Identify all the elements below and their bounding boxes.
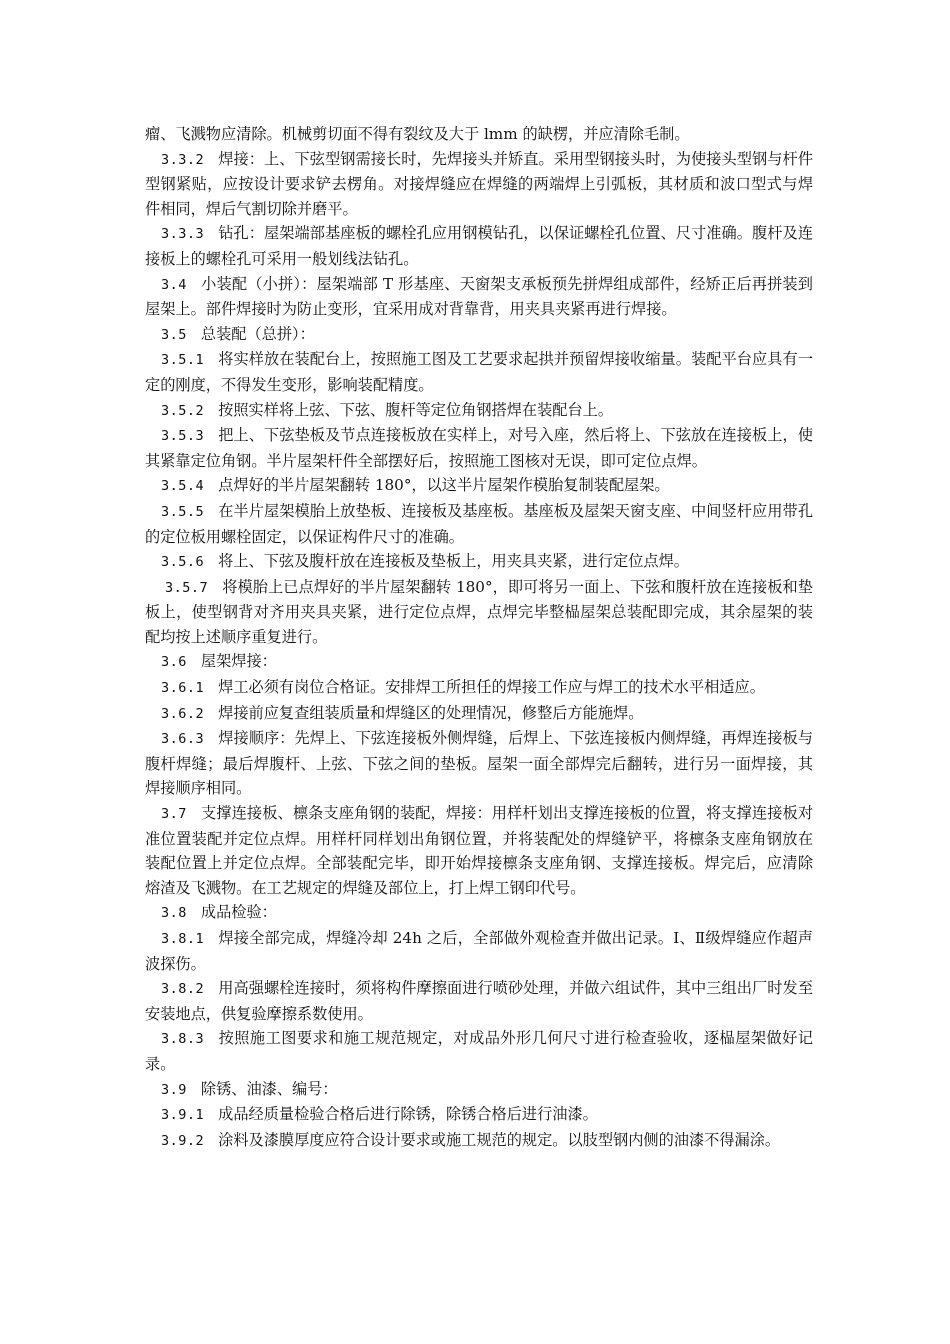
- paragraph-text: 涂料及漆膜厚度应符合设计要求或施工规范的规定。以肢型钢内侧的油漆不得漏涂。: [218, 1130, 781, 1149]
- paragraph-3-5-4: [145, 473, 813, 499]
- paragraph-text: 在半片屋架模胎上放垫板、连接板及基座板。基座板及屋架天窗支座、中间竖杆应用带孔的定位板用螺栓固定，以保证构件尺寸的准确。: [145, 501, 813, 546]
- section-number: 3.4: [161, 276, 187, 293]
- paragraph-text: 瘤、飞溅物应清除。机械剪切面不得有裂纹及大于 lmm 的缺楞，并应清除毛制。: [145, 125, 690, 143]
- section-number: 3.8.1: [161, 931, 205, 947]
- section-number: 3.5.4: [161, 478, 205, 495]
- section-number: 3.6: [161, 654, 187, 671]
- paragraph-text: 把上、下弦垫板及节点连接板放在实样上，对号入座，然后将上、下弦放在连接板上，使其紧靠定位角钢。半片屋架杆件全部摆好后，按照施工图核对无误，即可定位点焊。: [145, 426, 813, 470]
- paragraph-3-5-2: [145, 398, 813, 424]
- heading-3-5: [145, 322, 813, 348]
- heading-3-9: [145, 1077, 813, 1103]
- paragraph-3-5-6: [145, 549, 813, 575]
- paragraph-3-7: [145, 801, 813, 900]
- paragraph-text: 钻孔：屋架端部基座板的螺栓孔应用钢模钻孔，以保证螺栓孔位置、尺寸准确。腹杆及连接板上的螺栓孔可采用一般划线法钻孔。: [145, 224, 813, 268]
- section-heading: 除锈、油漆、编号：: [200, 1079, 338, 1098]
- section-number: 3.6.2: [161, 705, 205, 722]
- section-number: 3.8.2: [161, 981, 205, 998]
- paragraph-text: 按照施工图要求和施工规范规定，对成品外形几何尺寸进行检查验收，逐榀屋架做好记录。: [145, 1029, 813, 1073]
- section-number: 3.5.1: [161, 352, 205, 369]
- section-number: 3.5.7: [165, 579, 209, 596]
- paragraph-text: 焊工必须有岗位合格证。安排焊工所担任的焊接工作应与焊工的技术水平相适应。: [218, 678, 765, 697]
- paragraph-3-9-2: [145, 1128, 813, 1154]
- paragraph-text: 将模胎上已点焊好的半片屋架翻转 180°，即可将另一面上、下弦和腹杆放在连接板和垫板上，使型钢背对齐用夹具夹紧，进行定位点焊，点焊完毕整榀屋架总装配即完成，其余屋架的装配均按上述顺序重复进行。: [145, 577, 813, 646]
- section-number: 3.5: [161, 326, 187, 343]
- paragraph-3-8-1: [145, 926, 813, 976]
- section-number: 3.7: [161, 806, 187, 823]
- section-number: 3.6.1: [161, 680, 205, 697]
- paragraph-continuation: [145, 122, 813, 147]
- paragraph-3-5-7: [145, 575, 813, 650]
- paragraph-text: 小装配（小拼）：屋架端部 T 形基座、天窗架支承板预先拼焊组成部件，经矫正后再拼装到屋架上。部件焊接时为防止变形，宜采用成对背靠背，用夹具夹紧再进行焊接。: [145, 274, 813, 319]
- section-number: 3.9.2: [161, 1132, 205, 1149]
- section-number: 3.5.3: [161, 428, 205, 445]
- paragraph-text: 将上、下弦及腹杆放在连接板及垫板上，用夹具夹紧，进行定位点焊。: [218, 552, 689, 571]
- section-number: 3.8: [161, 905, 187, 922]
- paragraph-text: 焊接全部完成，焊缝冷却 24h 之后，全部做外观检查并做出记录。Ⅰ、Ⅱ级焊缝应作超声波探伤。: [145, 929, 813, 973]
- section-number: 3.6.3: [161, 731, 205, 748]
- section-heading: 成品检验：: [200, 903, 277, 922]
- section-number: 3.9: [161, 1081, 187, 1098]
- paragraph-3-8-3: [145, 1026, 813, 1076]
- section-number: 3.5.6: [161, 554, 205, 571]
- paragraph-3-6-3: [145, 726, 813, 801]
- section-number: 3.3.3: [161, 226, 205, 243]
- section-heading: 屋架焊接：: [200, 652, 277, 671]
- section-heading: 总装配（总拼）：: [200, 324, 315, 343]
- paragraph-3-3-2: [145, 147, 813, 222]
- heading-3-8: [145, 900, 813, 926]
- document-page: [145, 122, 813, 1153]
- heading-3-6: [145, 649, 813, 675]
- paragraph-text: 按照实样将上弦、下弦、腹杆等定位角钢搭焊在装配台上。: [218, 400, 614, 419]
- paragraph-3-6-2: [145, 701, 813, 727]
- paragraph-text: 用高强螺栓连接时，须将构件摩擦面进行喷砂处理，并做六组试件，其中三组出厂时发至安装地点，供复验摩擦系数使用。: [145, 979, 813, 1023]
- paragraph-text: 焊接前应复查组装质量和焊缝区的处理情况，修整后方能施焊。: [218, 703, 644, 722]
- paragraph-3-5-5: [145, 499, 813, 549]
- paragraph-3-3-3: [145, 221, 813, 271]
- section-number: 3.3.2: [161, 151, 205, 168]
- paragraph-3-8-2: [145, 976, 813, 1026]
- paragraph-text: 焊接：上、下弦型钢需接长时，先焊接头并矫直。采用型钢接头时，为使接头型钢与杆件型钢紧贴，应按设计要求铲去楞角。对接焊缝应在焊缝的两端焊上引弧板，其材质和波口型式与焊件相同，焊后气割切除并磨平。: [145, 149, 813, 218]
- paragraph-3-5-3: [145, 423, 813, 473]
- paragraph-text: 成品经质量检验合格后进行除锈，除锈合格后进行油漆。: [218, 1105, 598, 1124]
- paragraph-3-4: [145, 272, 813, 322]
- section-number: 3.9.1: [161, 1107, 205, 1124]
- paragraph-3-6-1: [145, 675, 813, 701]
- paragraph-3-5-1: [145, 347, 813, 397]
- section-number: 3.5.5: [161, 503, 205, 520]
- paragraph-text: 支撑连接板、檩条支座角钢的装配，焊接：用样杆划出支撑连接板的位置，将支撑连接板对准位置装配并定位点焊。用样杆同样划出角钢位置，并将装配处的焊缝铲平，将檩条支座角钢放在装配位置上并定位点焊。全部装配完毕，即开始焊接檩条支座角钢、支撑连接板。焊完后，应清除熔渣及飞溅物。在工艺规定的焊缝及部位上，打上焊工钢印代号。: [145, 804, 813, 897]
- paragraph-text: 将实样放在装配台上，按照施工图及工艺要求起拱并预留焊接收缩量。装配平台应具有一定的刚度，不得发生变形，影响装配精度。: [145, 350, 813, 394]
- paragraph-text: 焊接顺序：先焊上、下弦连接板外侧焊缝，后焊上、下弦连接板内侧焊缝，再焊连接板与腹杆焊缝；最后焊腹杆、上弦、下弦之间的垫板。屋架一面全部焊完后翻转，进行另一面焊接，其焊接顺序相同。: [145, 729, 813, 798]
- paragraph-3-9-1: [145, 1102, 813, 1128]
- section-number: 3.8.3: [161, 1031, 205, 1048]
- paragraph-text: 点焊好的半片屋架翻转 180°，以这半片屋架作模胎复制装配屋架。: [218, 476, 670, 495]
- section-number: 3.5.2: [161, 402, 205, 419]
